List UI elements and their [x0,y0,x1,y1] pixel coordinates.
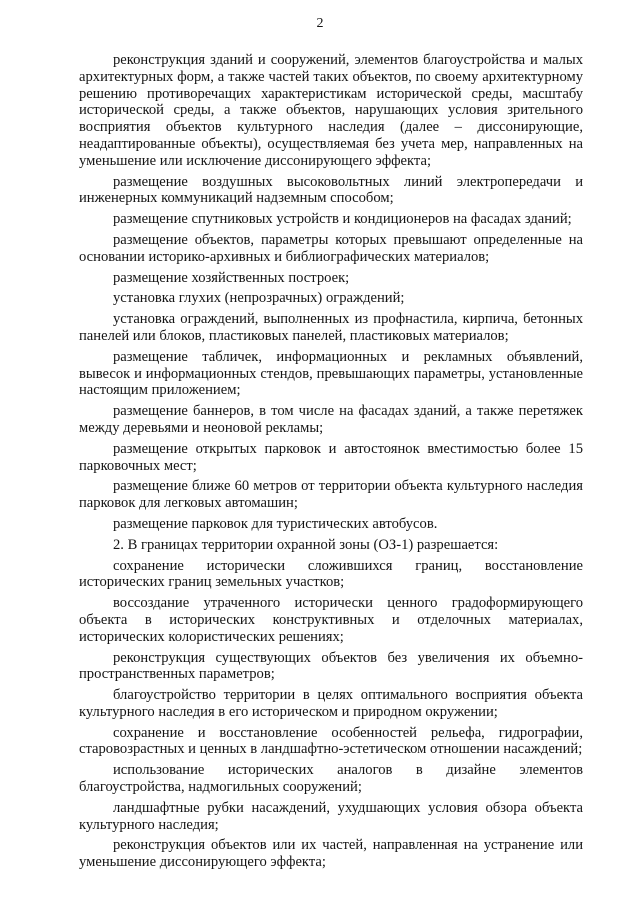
paragraph: размещение ближе 60 метров от территории объекта культурного наследия парковок для легковых автомашин; [79,478,583,512]
paragraph: использование исторических аналогов в дизайне элементов благоустройства, надмогильных сооружений; [79,762,583,796]
paragraph: размещение баннеров, в том числе на фасадах зданий, а также перетяжек между деревьями и неоновой рекламы; [79,403,583,436]
paragraph: размещение парковок для туристических автобусов. [113,515,438,532]
paragraph: сохранение и восстановление особенностей рельефа, гидрографии, старовозрастных и ценных в ландшафтно-эстетическом отношении насаждений; [79,724,583,758]
paragraph: установка глухих (непрозрачных) ограждений; [113,290,405,307]
document-body [79,52,583,871]
paragraph: размещение хозяйственных построек; [113,269,350,286]
section-heading: 2. В границах территории охранной зоны (ОЗ-1) разрешается: [113,536,499,553]
paragraph: благоустройство территории в целях оптимального восприятия объекта культурного наследия в его историческом и природном окружении; [79,687,583,720]
paragraph: реконструкция объектов или их частей, направленная на устранение или уменьшение диссонирующего эффекта; [79,837,583,871]
paragraph: установка ограждений, выполненных из профнастила, кирпича, бетонных панелей или блоков, пластиковых панелей, пластиковых материалов; [79,311,583,344]
page-number: 2 [316,16,324,31]
paragraph: размещение спутниковых устройств и кондиционеров на фасадах зданий; [113,211,572,228]
paragraph: размещение табличек, информационных и рекламных объявлений, вывесок и информационных стендов, превышающих параметры, установленные настоящим приложением; [79,348,583,399]
paragraph: реконструкция зданий и сооружений, элементов благоустройства и малых архитектурных форм, а также частей таких объектов, по своему архитектурному решению противоречащих характеристикам исторической среды, масштабу исторической среды, а также объектов, нарушающих условия зрительного восприятия объектов культурного наследия (далее – диссонирующие, неадаптированные объекты), осуществляемая без учета мер, направленных на уменьшение или исключение диссонирующего эффекта; [79,52,583,169]
paragraph: воссоздание утраченного исторически ценного градоформирующего объекта в исторических конструктивных и отделочных материалах, исторических колористических решениях; [79,595,583,645]
paragraph: размещение объектов, параметры которых превышают определенные на основании историко-архивных и библиографических материалов; [79,231,583,265]
paragraph: сохранение исторически сложившихся границ, восстановление исторических границ земельных участков; [79,557,583,591]
paragraph: размещение воздушных высоковольтных линий электропередачи и инженерных коммуникаций надземным способом; [79,173,583,207]
paragraph: размещение открытых парковок и автостоянок вместимостью более 15 парковочных мест; [79,440,583,474]
paragraph: ландшафтные рубки насаждений, ухудшающих условия обзора объекта культурного наследия; [79,799,583,833]
paragraph: реконструкция существующих объектов без увеличения их объемно-пространственных параметров; [79,649,583,683]
